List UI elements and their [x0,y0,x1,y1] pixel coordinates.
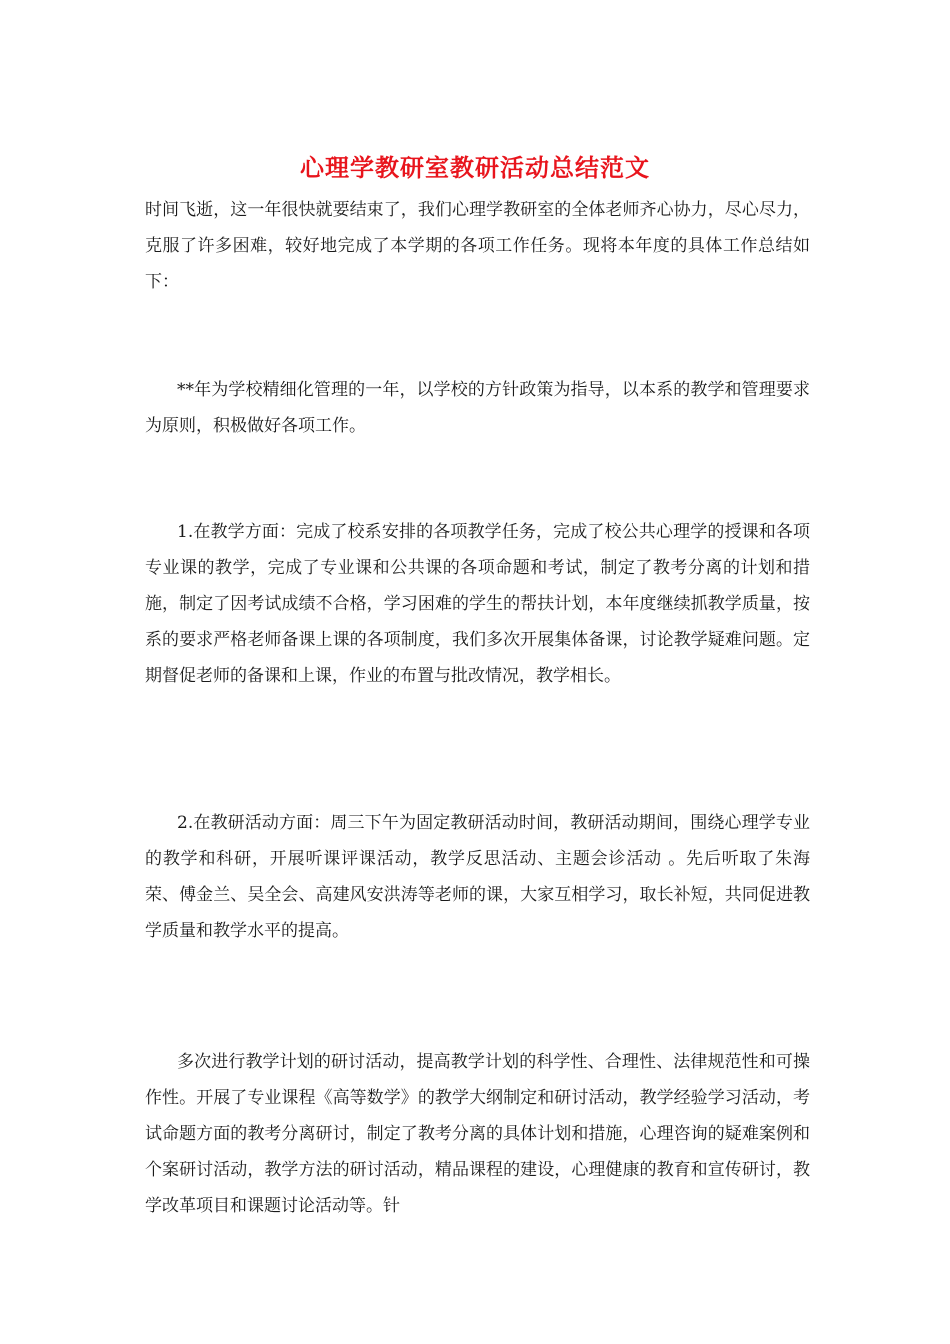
document-title: 心理学教研室教研活动总结范文 [300,153,650,182]
paragraph-teaching: 1.在教学方面：完成了校系安排的各项教学任务，完成了校公共心理学的授课和各项专业课的教学，完成了专业课和公共课的各项命题和考试，制定了教考分离的计划和措施，制定了因考试成绩不合格，学习困难的学生的帮扶计划，本年度继续抓教学质量，按系的要求严格老师备课上课的各项制度，我们多次开展集体备课，讨论教学疑难问题。定期督促老师的备课和上课，作业的布置与批改情况，教学相长。 [145,522,810,686]
paragraph-planning-seminars: 多次进行教学计划的研讨活动，提高教学计划的科学性、合理性、法律规范性和可操作性。开展了专业课程《高等数学》的教学大纲制定和研讨活动，教学经验学习活动，考试命题方面的教考分离研讨，制定了教考分离的具体计划和措施，心理咨询的疑难案例和个案研讨活动，教学方法的研讨活动，精品课程的建设，心理健康的教育和宣传研讨，教学改革项目和课题讨论活动等。针 [145,1052,810,1216]
paragraph-overview: **年为学校精细化管理的一年，以学校的方针政策为指导，以本系的教学和管理要求为原则，积极做好各项工作。 [145,380,810,436]
paragraph-intro: 时间飞逝，这一年很快就要结束了，我们心理学教研室的全体老师齐心协力，尽心尽力，克服了许多困难，较好地完成了本学期的各项工作任务。现将本年度的具体工作总结如下： [145,200,810,292]
paragraph-research-activities: 2.在教研活动方面：周三下午为固定教研活动时间，教研活动期间，围绕心理学专业的教学和科研，开展听课评课活动，教学反思活动、主题会诊活动 。先后听取了朱海荣、傅金兰、吴全会、高建风安洪涛等老师的课，大家互相学习，取长补短，共同促进教学质量和教学水平的提高。 [145,813,810,941]
